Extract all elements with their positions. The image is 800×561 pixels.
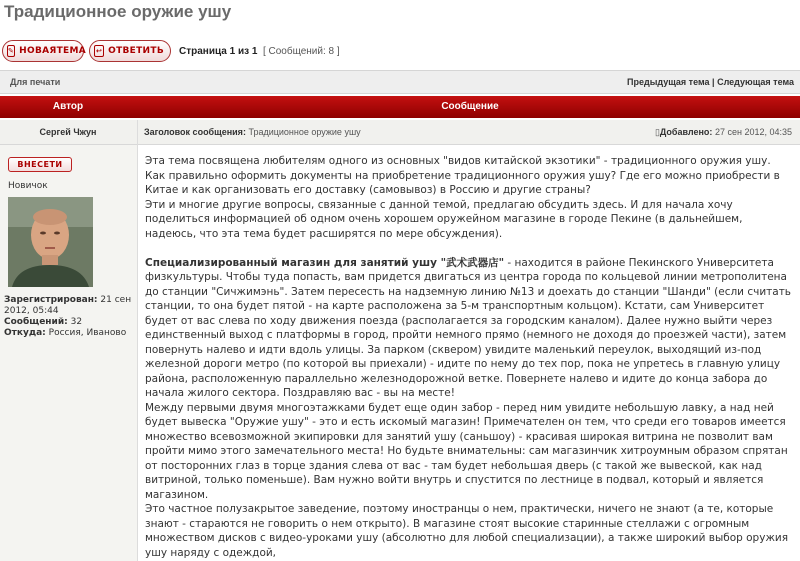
user-rank: Новичок (8, 181, 48, 191)
post-paragraph: Это частное полузакрытое заведение, поэтому иностранцы о нем, практически, ничего не знают (а те, которые знают - стараются не говорить о нем открыто). В магазине стоят высокие старинные стеллажи с огромным множеством дисков с видео-уроками ушу (абсолютно для любой специализации), а также широкий выбор оружия ушу наряду с одеждой, (145, 503, 789, 559)
prev-topic-link[interactable]: Предыдущая тема (627, 77, 710, 87)
topic-navbar: Для печати Предыдущая тема | Следующая тема (0, 70, 800, 94)
add-contact-button[interactable]: ВНЕСЕТИ (8, 157, 72, 172)
print-link[interactable]: Для печати (10, 77, 61, 87)
pagination-info: Страница 1 из 1 [ Сообщений: 8 ] (179, 46, 340, 57)
post-paragraph: Как правильно оформить документы на приобретение традиционного оружия ушу? Где его можно приобрести в Китае и как организовать его доставку (самовывоз) в Россию и другие страны? (145, 169, 780, 196)
shop-heading: Специализированный магазин для занятий ушу "武术武器店" (145, 256, 505, 269)
posts-table-header (0, 96, 800, 118)
new-topic-button[interactable] (2, 40, 87, 62)
pencil-icon: ✎ (8, 47, 15, 55)
reply-button[interactable] (89, 40, 171, 62)
post-paragraph: Между первыми двумя многоэтажками будет еще один забор - перед ним увидите небольшую лавку, а над ней будет вывеска "Оружие ушу" - это и есть искомый магазин! Примечателен он тем, что среди его товаров имеется множество всевозможной экипировки для занятий ушу (саньшоу) - красивая широкая витрина не позволит вам пройти мимо этого замечательного места! Но будьте внимательны: сам магазинчик хитроумным образом спрятан от посторонних глаз в торце здания слева от вас - там будет небольшая дверь (с такой же вывеской, как над витриной, только поменьше). Вам нужно войти внутрь и спустится по лестнице в подвал, который и является магазином. (145, 401, 788, 501)
user-info: Зарегистрирован: 21 сен 2012, 05:44 Сообщений: 32 Откуда: Россия, Иваново (4, 295, 132, 338)
message-count: [ Сообщений: 8 ] (262, 46, 340, 57)
next-topic-link[interactable]: Следующая тема (717, 77, 794, 87)
post-body (145, 154, 795, 560)
avatar (8, 197, 93, 287)
post-paragraph: Эта тема посвящена любителям одного из основных "видов китайской экзотики" - традиционного оружия ушу. (145, 155, 771, 167)
post-subject: Заголовок сообщения: Традиционное оружие ушу (144, 127, 361, 137)
reply-label: ОТВЕТИТЬ (108, 46, 164, 56)
new-topic-label: НОВАЯТЕМА (19, 46, 87, 56)
post-header-row (0, 120, 800, 145)
message-column-header: Сообщение (441, 101, 499, 112)
post-paragraph: Эти и многие другие вопросы, связанные с данной темой, предлагаю обсудить здесь. И для начала хочу поделиться информацией об одном очень хорошем оружейном магазине в городе Пекине (в дальнейшем, надеюсь, что эта тема будет расширятся по мере обсуждения). (145, 198, 743, 240)
post-file-icon[interactable]: ▯ (654, 127, 660, 137)
page-title: Традиционное оружие ушу (4, 2, 232, 21)
column-divider (137, 120, 138, 561)
post-author[interactable]: Сергей Чжун (39, 127, 97, 137)
author-profile-panel (0, 145, 137, 561)
post-paragraph: Специализированный магазин для занятий ушу "武术武器店" - находится в районе Пекинского Университета физкультуры. Чтобы туда попасть, вам придется двигаться из центра города по кольцевой линии метрополитена до станции "Сичжимэнь". Затем пересесть на надземную линию №13 и доехать до станции "Шанди" (если считать станции, то она будет пятой - на карте расположена за 5-м транспортным кольцом). Кстати, сам Университет будет от вас слева по ходу движения поезда (располагается за городским каналом). Далее нужно выйти через единственный выход с платформы в город, пройти немного прямо (немного не доходя до проезжей части), затем повернуть налево и идти вдоль улицы. За парком (сквером) увидите маленький переулок, выходящий из-под железной дороги метро (по которой вы приехали) - идите по нему до тех пор, пока не упретесь в главную улицу района, расположенную параллельно железнодорожной ветке. Повернете налево и идите до конца забора до начала жилого сектора. Поздравляю вас - вы на месте! (145, 256, 791, 399)
author-column-header: Автор (52, 101, 84, 112)
post-date: ▯Добавлено: 27 сен 2012, 04:35 (654, 127, 792, 137)
reply-icon: ↩ (95, 47, 103, 55)
